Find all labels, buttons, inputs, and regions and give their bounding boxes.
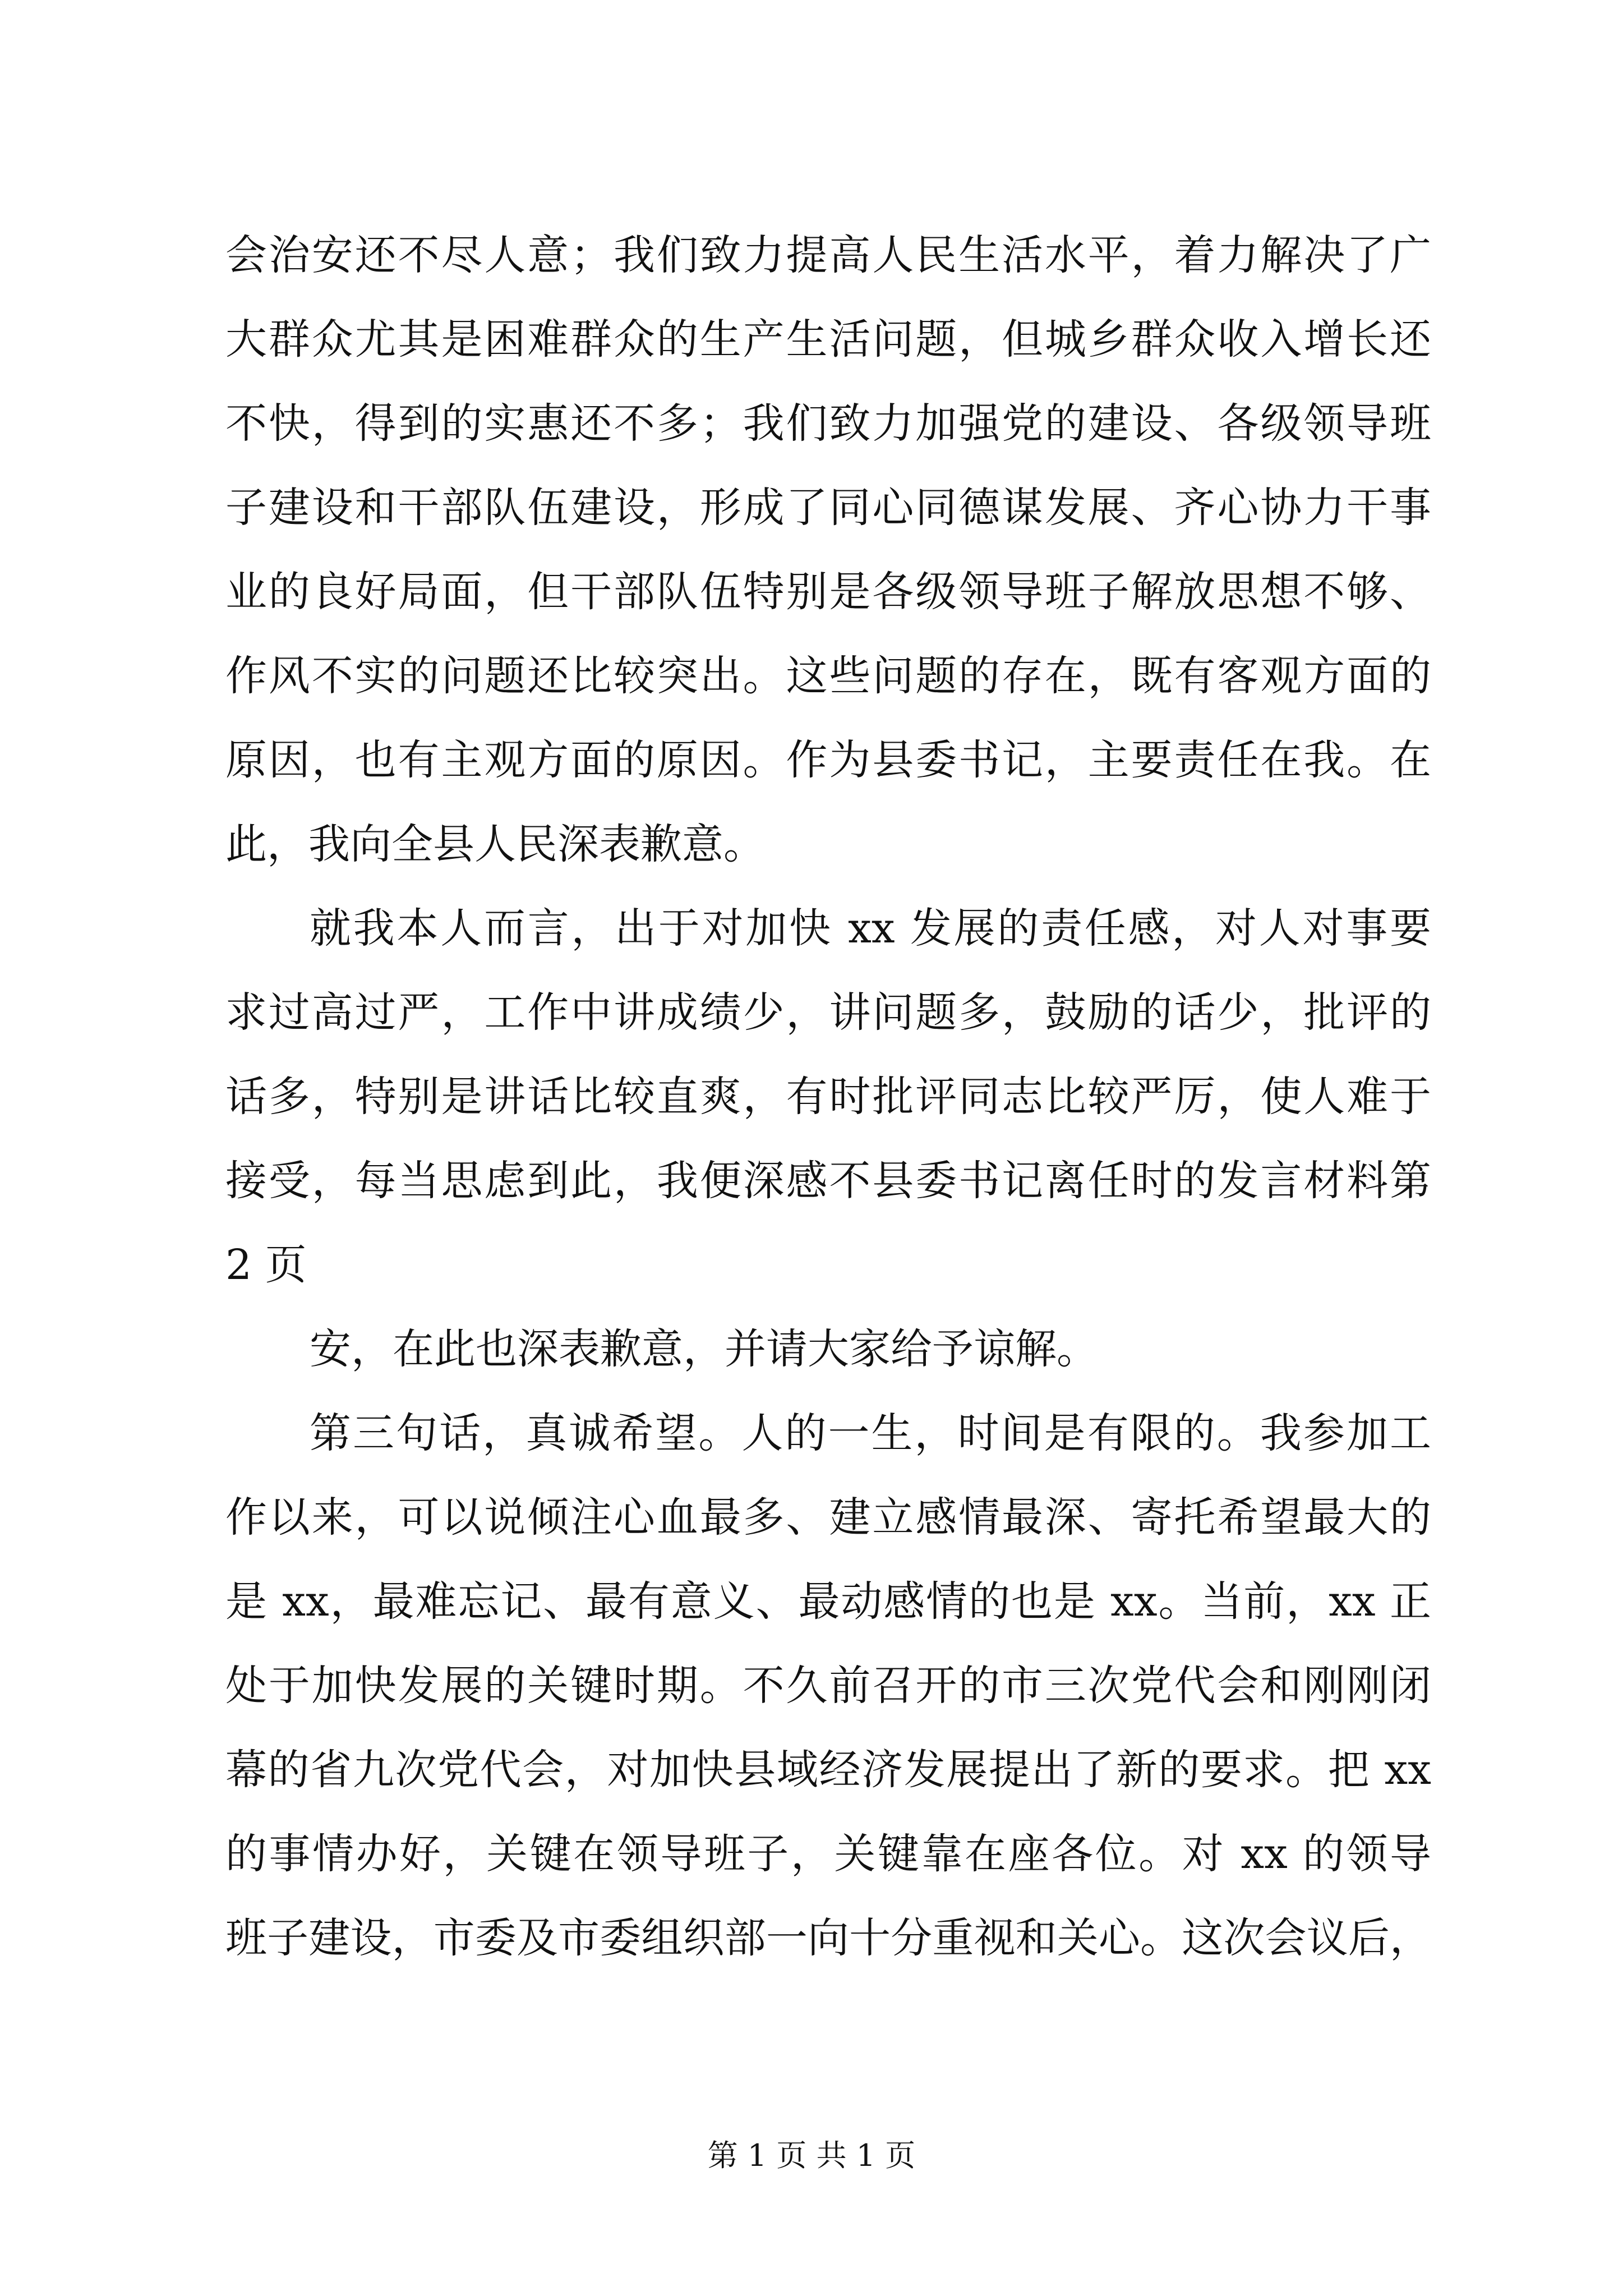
paragraph-first-line: 安，在此也深表歉意，并请大家给予谅解。: [310, 1325, 1098, 1373]
text-line: 话多，特别是讲话比较直爽，有时批评同志比较严厉，使人难于: [225, 1073, 1431, 1121]
text-line: 作以来，可以说倾注心血最多、建立感情最深、寄托希望最大的: [225, 1493, 1431, 1542]
text-line: 此，我向全县人民深表歉意。: [225, 820, 765, 868]
text-line: 的事情办好，关键在领导班子，关键靠在座各位。对 xx 的领导: [225, 1830, 1431, 1878]
text-line: 大群众尤其是困难群众的生产生活问题，但城乡群众收入增长还: [225, 315, 1431, 364]
text-line: 子建设和干部队伍建设，形成了同心同德谋发展、齐心协力干事: [225, 484, 1431, 532]
text-line: 处于加快发展的关键时期。不久前召开的市三次党代会和刚刚闭: [225, 1662, 1431, 1710]
text-line: 作风不实的问题还比较突出。这些问题的存在，既有客观方面的: [225, 652, 1431, 700]
text-line: 接受，每当思虑到此，我便深感不县委书记离任时的发言材料第: [225, 1157, 1431, 1205]
text-line: 幕的省九次党代会，对加快县域经济发展提出了新的要求。把 xx: [225, 1746, 1431, 1794]
text-line: 班子建设，市委及市委组织部一向十分重视和关心。这次会议后，: [225, 1914, 1431, 1962]
body-text: [225, 213, 1431, 1980]
paragraph-first-line: 第三句话，真诚希望。人的一生，时间是有限的。我参加工: [310, 1409, 1431, 1457]
paragraph-first-line: 就我本人而言，出于对加快 xx 发展的责任感，对人对事要: [310, 904, 1431, 953]
text-line: 不快，得到的实惠还不多；我们致力加强党的建设、各级领导班: [225, 399, 1431, 448]
text-line: 是 xx，最难忘记、最有意义、最动感情的也是 xx。当前，xx 正: [225, 1577, 1431, 1626]
text-line: 求过高过严，工作中讲成绩少，讲问题多，鼓励的话少，批评的: [225, 988, 1431, 1037]
text-line: 会治安还不尽人意；我们致力提高人民生活水平，着力解决了广: [225, 231, 1431, 279]
text-line: 原因，也有主观方面的原因。作为县委书记，主要责任在我。在: [225, 736, 1431, 784]
page-footer: [0, 2132, 1623, 2175]
page-number-label: 第 1 页 共 1 页: [707, 2138, 916, 2173]
text-line: 业的良好局面，但干部队伍特别是各级领导班子解放思想不够、: [225, 568, 1431, 616]
text-line: 2 页: [225, 1241, 307, 1289]
